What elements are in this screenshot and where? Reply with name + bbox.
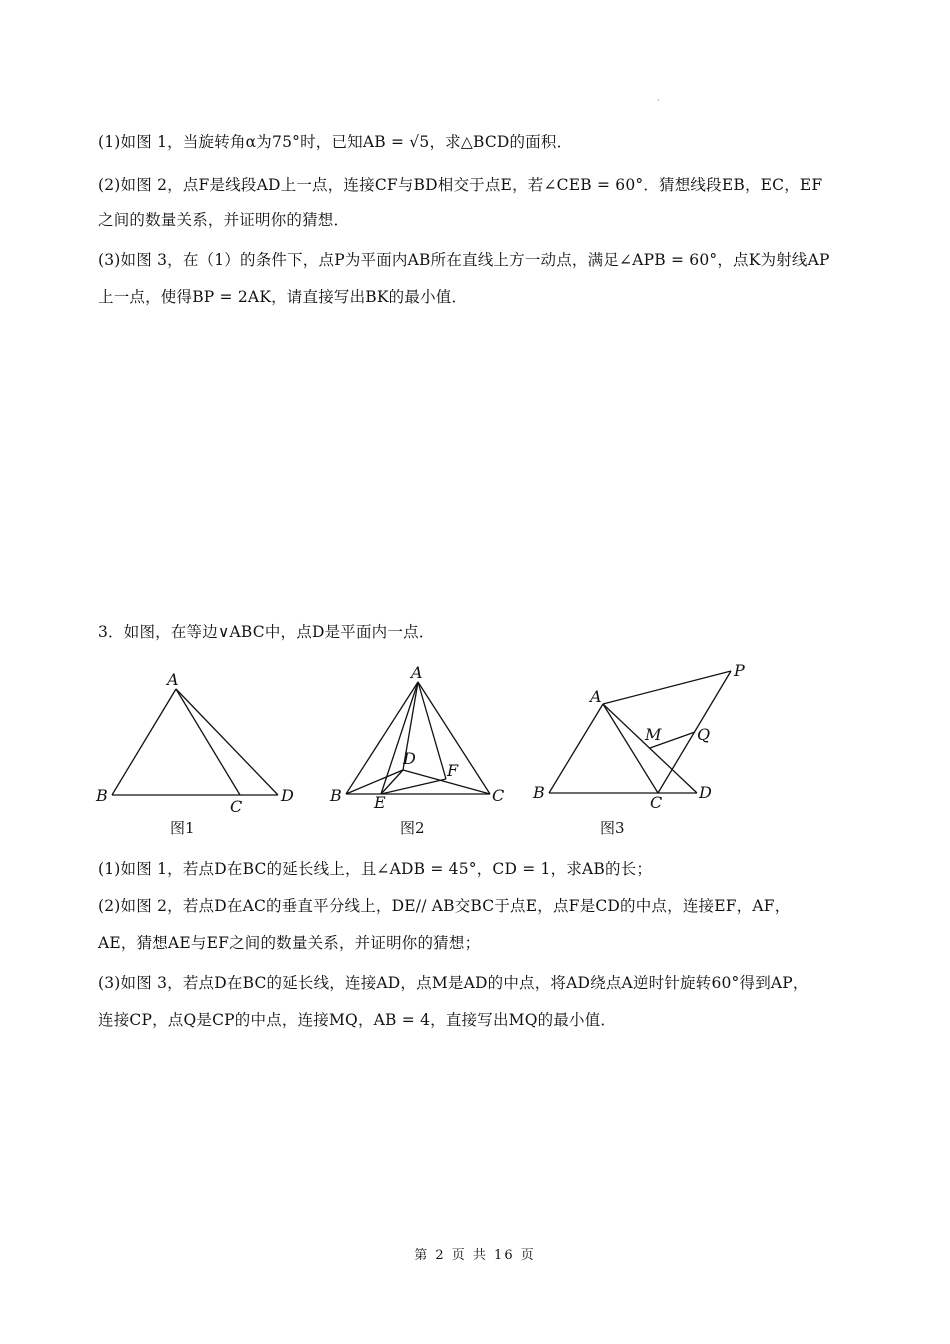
figure-2-lines — [346, 682, 490, 794]
fig1-label-d: D — [281, 786, 294, 805]
fig3-segment-ab — [549, 704, 603, 793]
fig2-label-a: A — [411, 663, 423, 682]
fig2-label-c: C — [492, 786, 505, 805]
p2-question-2-line-2: 之间的数量关系，并证明你的猜想． — [98, 211, 350, 229]
p2-question-2-line-1: (2)如图 2，点F是线段AD上一点，连接CF与BD相交于点E，若∠CEB = 60°．猜想线段EB，EC，EF — [98, 176, 823, 194]
p3-question-2-line-2: AE，猜想AE与EF之间的数量关系，并证明你的猜想； — [98, 934, 481, 952]
fig3-caption: 图3 — [600, 819, 625, 837]
p3-question-2-line-1: (2)如图 2，若点D在AC的垂直平分线上，DE// AB交BC于点E，点F是CD的中点，连接EF，AF， — [98, 897, 791, 915]
p3-question-3-line-1: (3)如图 3，若点D在BC的延长线，连接AD，点M是AD的中点，将AD绕点A逆时针旋转60°得到AP， — [98, 974, 809, 992]
figure-1-lines — [112, 689, 278, 795]
fig3-label-q: Q — [697, 725, 711, 744]
fig2-label-d: D — [403, 749, 416, 768]
fig3-label-a: A — [590, 687, 602, 706]
fig3-label-d: D — [699, 783, 712, 802]
fig3-label-m: M — [645, 725, 662, 744]
header-mark: · — [657, 96, 660, 105]
fig2-label-f: F — [447, 761, 459, 780]
fig3-label-p: P — [734, 661, 745, 680]
fig2-caption: 图2 — [400, 819, 425, 837]
fig2-label-b: B — [330, 786, 342, 805]
fig1-segment-ac — [176, 689, 240, 795]
fig2-segment-ab — [346, 682, 418, 794]
p2-question-1: (1)如图 1，当旋转角α为75°时，已知AB = √5，求△BCD的面积． — [98, 133, 573, 151]
p2-question-3-line-2: 上一点，使得BP = 2AK，请直接写出BK的最小值． — [98, 288, 468, 306]
p3-question-1: (1)如图 1，若点D在BC的延长线上，且∠ADB = 45°，CD = 1，求AB的长； — [98, 860, 653, 878]
p2-question-3-line-1: (3)如图 3，在（1）的条件下，点P为平面内AB所在直线上方一动点，满足∠APB = 60°，点K为射线AP — [98, 251, 830, 269]
fig2-segment-af — [418, 682, 446, 779]
fig2-label-e: E — [374, 793, 386, 812]
fig1-label-b: B — [96, 786, 108, 805]
fig2-segment-ef — [381, 779, 446, 794]
fig1-segment-ad — [176, 689, 278, 795]
fig3-label-c: C — [650, 793, 663, 812]
fig1-segment-ab — [112, 689, 176, 795]
fig1-label-c: C — [230, 797, 243, 816]
p3-question-3-line-2: 连接CP，点Q是CP的中点，连接MQ，AB = 4，直接写出MQ的最小值． — [98, 1011, 617, 1029]
p3-stem: 3．如图，在等边∨ABC中，点D是平面内一点． — [98, 623, 435, 641]
page-footer: 第 2 页 共 16 页 — [414, 1248, 536, 1263]
fig1-label-a: A — [167, 670, 179, 689]
fig3-label-b: B — [533, 783, 545, 802]
fig1-caption: 图1 — [170, 819, 195, 837]
fig3-segment-ap — [603, 671, 731, 704]
